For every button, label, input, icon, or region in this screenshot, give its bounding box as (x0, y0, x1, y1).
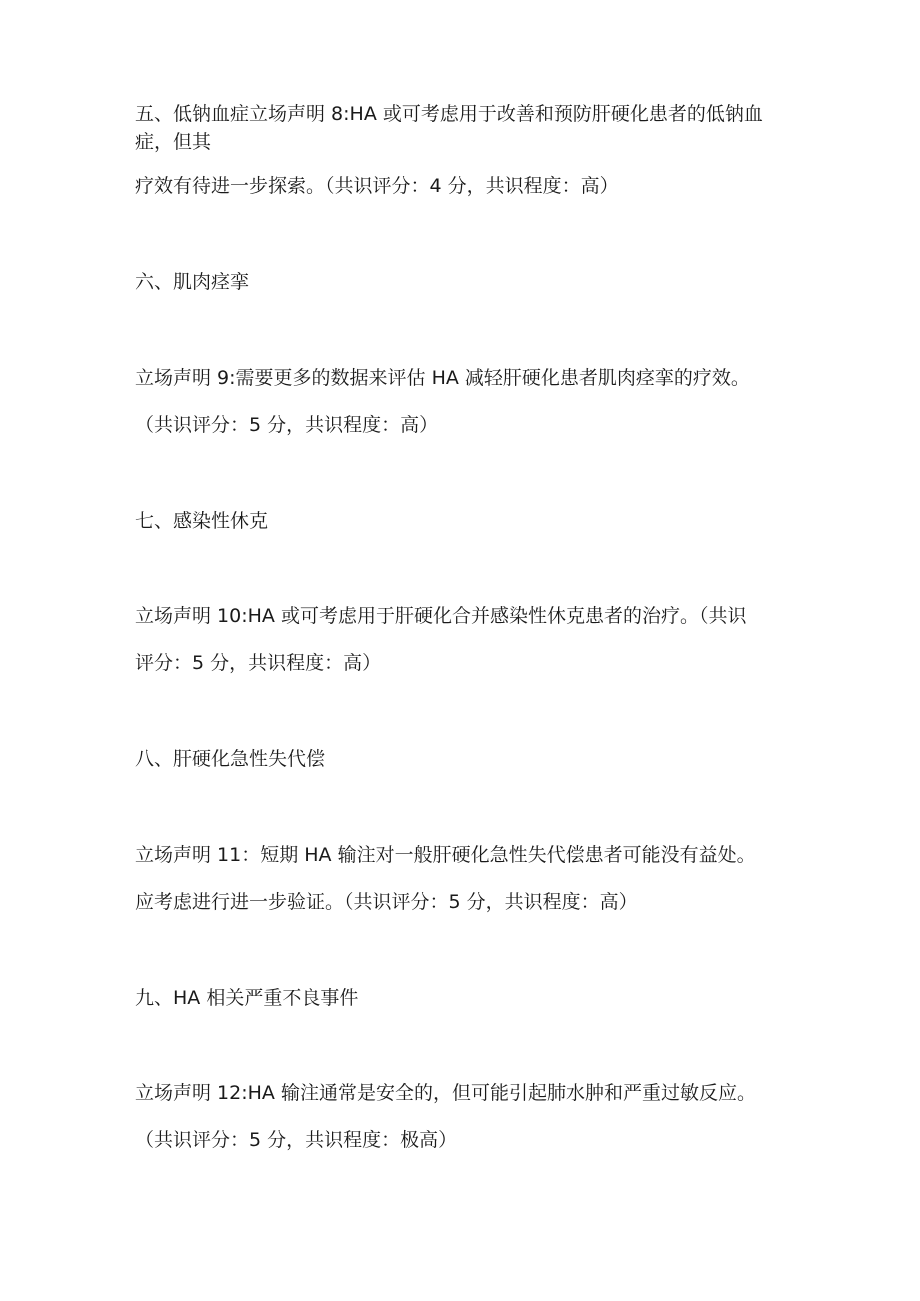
section-8-line-2: 应考虑进行进一步验证。（共识评分：5 分，共识程度：高） (135, 891, 638, 913)
section-5-line-3: 疗效有待进一步探索。（共识评分：4 分，共识程度：高） (135, 175, 619, 197)
section-9-heading: 九、HA 相关严重不良事件 (135, 987, 359, 1009)
section-6-line-1: 立场声明 9:需要更多的数据来评估 HA 减轻肝硬化患者肌肉痉挛的疗效。 (135, 367, 750, 389)
section-9-line-2: （共识评分：5 分，共识程度：极高） (135, 1129, 458, 1151)
section-5-line-1: 五、低钠血症立场声明 8:HA 或可考虑用于改善和预防肝硬化患者的低钠血 (135, 103, 763, 125)
section-8-line-1: 立场声明 11：短期 HA 输注对一般肝硬化急性失代偿患者可能没有益处。 (135, 844, 756, 866)
section-7-line-2: 评分：5 分，共识程度：高） (135, 652, 382, 674)
section-9-line-1: 立场声明 12:HA 输注通常是安全的，但可能引起肺水肿和严重过敏反应。 (135, 1082, 756, 1104)
section-7-line-1: 立场声明 10:HA 或可考虑用于肝硬化合并感染性休克患者的治疗。（共识 (135, 605, 747, 627)
section-7-heading: 七、感染性休克 (135, 510, 269, 532)
section-6-heading: 六、肌肉痉挛 (135, 271, 250, 293)
section-6-line-2: （共识评分：5 分，共识程度：高） (135, 414, 439, 436)
section-8-heading: 八、肝硬化急性失代偿 (135, 748, 326, 770)
section-5-line-2: 症，但其 (135, 131, 212, 153)
